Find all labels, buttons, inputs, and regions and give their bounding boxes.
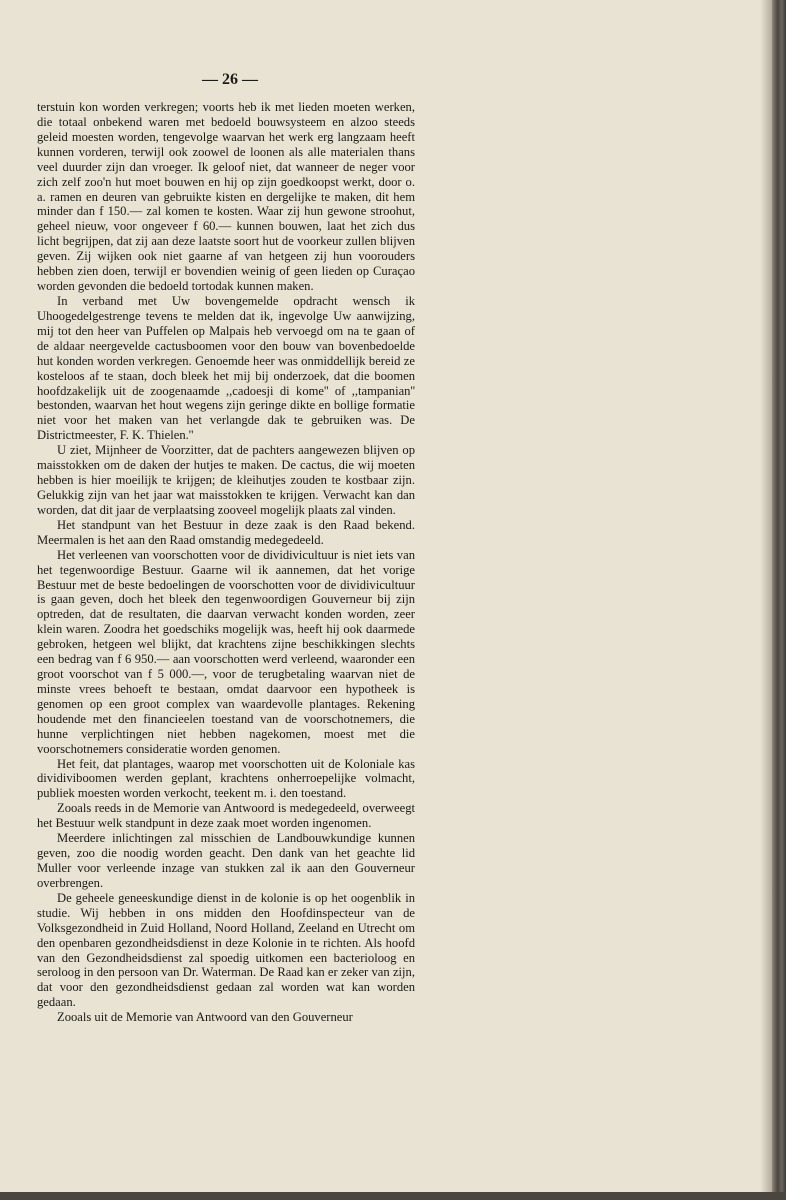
body-text	[37, 100, 415, 1025]
page-bottom-edge	[0, 1192, 786, 1200]
paragraph: In verband met Uw bovengemelde opdracht wensch ik Uhoogedelgestrenge tevens te melden dat ik, ingevolge Uw aanwijzing, mij tot den heer van Puffelen op Malpais heb vervoegd om na te gaan of de aldaar neergevelde cactusboomen voor den bouw van bovenbedoelde hut konden worden verkregen. Genoemde heer was onmiddellijk bereid ze kosteloos af te staan, doch bleek het mij bij onderzoek, dat die boomen hoofdzakelijk uit de zoogenaamde ,,cadoesji di kome'' of ,,tampanian'' bestonden, waarvan het hout wegens zijn geringe dikte en bollige formatie niet voor het maken van het verlangde dak te gebruiken was. De Districtmeester, F. K. Thielen.''	[37, 293, 415, 443]
book-spine	[772, 0, 786, 1200]
paragraph: Het feit, dat plantages, waarop met voorschotten uit de Koloniale kas dividiviboomen werden geplant, krachtens onherroepelijke volmacht, publiek moesten worden verkocht, teekent m. i. den toestand.	[37, 756, 415, 801]
paragraph: Meerdere inlichtingen zal misschien de Landbouwkundige kunnen geven, zoo die noodig worden geacht. Den dank van het geachte lid Muller voor verleende inzage van stukken zal ik aan den Gouverneur overbrengen.	[37, 831, 415, 890]
paragraph: Het verleenen van voorschotten voor de dividivicultuur is niet iets van het tegenwoordige Bestuur. Gaarne wil ik aannemen, dat het vorige Bestuur met de beste bedoelingen de voorschotten voor de dividivicultuur is gaan geven, doch het bleek den tegenwoordigen Gouverneur bij zijn optreden, dat de resultaten, die daarvan verwacht konden worden, zeer klein waren. Zoodra het goedschiks mogelijk was, heeft hij ook daarmede gebroken, hetgeen wel blijkt, dat krachtens zijne beschikkingen slechts een bedrag van f 6 950.— aan voorschotten werd verleend, waaronder een groot voorschot van f 5 000.—, voor de terugbetaling waarvan niet de minste vrees behoeft te bestaan, omdat daarvoor een hypotheek is genomen op een groot complex van waardevolle plantages. Rekening houdende met den financieelen toestand van de voorschotnemers, die hunne verplichtingen niet hebben nagekomen, moest met die voorschotnemers consideratie worden genomen.	[37, 547, 415, 756]
paragraph: Zooals uit de Memorie van Antwoord van den Gouverneur	[57, 1010, 353, 1025]
page-number: — 26 —	[202, 71, 258, 88]
page-gutter-shadow	[760, 0, 772, 1192]
paragraph: Het standpunt van het Bestuur in deze zaak is den Raad bekend. Meermalen is het aan den Raad omstandig medegedeeld.	[37, 517, 415, 547]
paragraph: Zooals reeds in de Memorie van Antwoord is medegedeeld, overweegt het Bestuur welk standpunt in deze zaak moet worden ingenomen.	[37, 801, 415, 831]
paragraph: U ziet, Mijnheer de Voorzitter, dat de pachters aangewezen blijven op maisstokken om de daken der hutjes te maken. De cactus, die wij moeten hebben is hier moeilijk te krijgen; de kleihutjes zouden te kostbaar zijn. Gelukkig zijn van het jaar wat maisstokken te krijgen. Verwacht kan dan worden, dat dit jaar de verplaatsing zooveel mogelijk plaats zal vinden.	[37, 443, 415, 517]
paragraph: terstuin kon worden verkregen; voorts heb ik met lieden moeten werken, die totaal onbekend waren met bedoeld bouwsysteem en alzoo steeds geleid moesten worden, tengevolge waarvan het werk erg langzaam heeft kunnen vorderen, terwijl ook zoowel de loonen als alle materialen thans veel duurder zijn dan vroeger. Ik geloof niet, dat wanneer de neger voor zich zelf zoo'n hut moet bouwen en hij op zijn goedkoopst werkt, door o. a. ramen en deuren van gebruikte kisten en dergelijke te maken, dit hem minder dan f 150.— zal komen te kosten. Waar zij hun gewone stroohut, geheel nieuw, voor ongeveer f 60.— kunnen bouwen, laat het zich dus licht begrijpen, dat zij aan deze laatste soort hut de voorkeur zullen blijven geven. Zij wijken ook niet gaarne af van hetgeen zij hun voorouders hebben zien doen, terwijl er bovendien weinig of geen lieden op Curaçao worden gevonden die bedoeld tortodak kunnen maken.	[37, 100, 415, 294]
paragraph: De geheele geneeskundige dienst in de kolonie is op het oogenblik in studie. Wij hebben in ons midden den Hoofdinspecteur van de Volksgezondheid in Zuid Holland, Noord Holland, Zeeland en Utrecht om den openbaren gezondheidsdienst in deze Kolonie in te richten. Als hoofd van den Gezondheidsdienst zal spoedig uitkomen een bacterioloog en seroloog in den persoon van Dr. Waterman. De Raad kan er zeker van zijn, dat voor den gezondheidsdienst gedaan zal worden wat kan worden gedaan.	[37, 890, 415, 1010]
